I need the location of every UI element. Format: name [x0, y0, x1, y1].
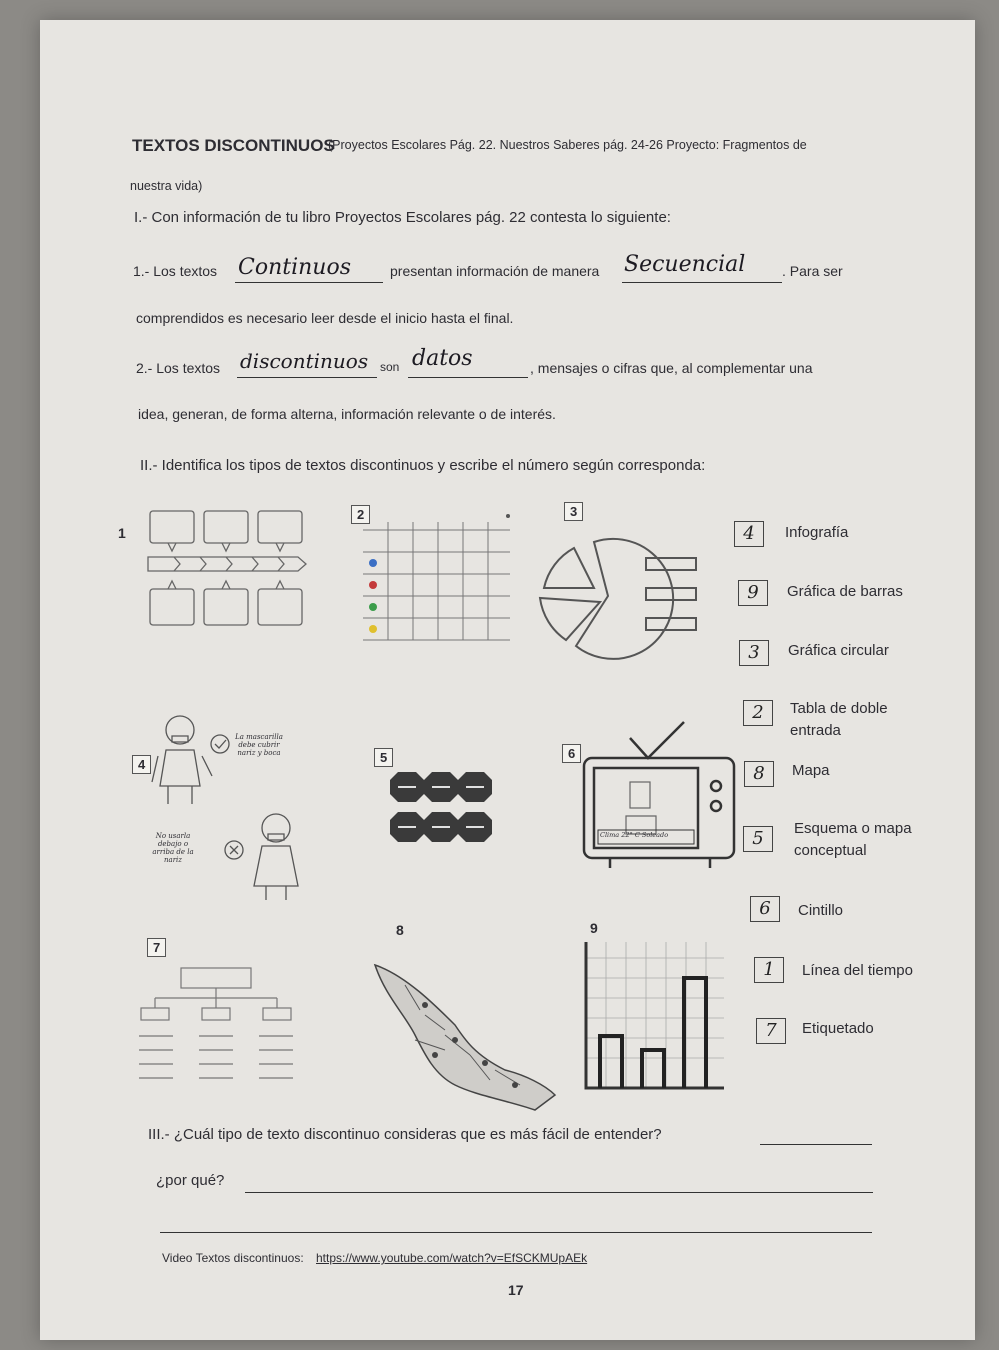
q1-line2: comprendidos es necesario leer desde el inicio hasta el final. [136, 310, 514, 326]
q1-middle: presentan información de manera [390, 263, 600, 279]
q1-prefix: 1.- Los textos [133, 263, 218, 279]
labeled-diagram-illustration [135, 960, 305, 1090]
image-number-1: 1 [118, 525, 126, 541]
option-esquema: Esquema o mapa conceptual [794, 820, 912, 859]
tv-caption: Clima 22° C Soleado [600, 831, 669, 839]
q2-line2: idea, generan, de forma alterna, información relevante o de interés. [138, 406, 556, 422]
video-label: Video Textos discontinuos: [162, 1251, 304, 1265]
why-answer-line-1[interactable] [245, 1192, 873, 1193]
section1-heading: I.- Con información de tu libro Proyectos Escolares pág. 22 contesta lo siguiente: [134, 209, 671, 226]
image-number-5: 5 [374, 748, 393, 767]
map-illustration [365, 945, 565, 1115]
answer-box-grafica-barras[interactable]: 9 [738, 580, 768, 606]
answer-box-linea-tiempo[interactable]: 1 [754, 957, 784, 983]
q2-answer-datos[interactable]: datos [412, 346, 473, 371]
video-link[interactable]: https://www.youtube.com/watch?v=EfSCKMUpAEk [316, 1251, 588, 1265]
q1-suffix: . Para ser [782, 263, 843, 279]
answer-box-cintillo[interactable]: 6 [750, 896, 780, 922]
answer-box-infografia[interactable]: 4 [734, 521, 764, 547]
infographic-illustration [150, 700, 360, 910]
option-tabla-doble: Tabla de doble entrada [790, 700, 888, 739]
image-number-7: 7 [147, 938, 166, 957]
answer-box-grafica-circular[interactable]: 3 [739, 640, 769, 666]
bar-chart-illustration [580, 938, 730, 1098]
option-mapa: Mapa [792, 762, 830, 779]
tv-banner-illustration [570, 708, 750, 878]
q1-answer-secuencial[interactable]: Secuencial [624, 252, 746, 277]
option-infografia: Infografía [785, 524, 849, 541]
image-number-8: 8 [396, 922, 404, 938]
section3-question: III.- ¿Cuál tipo de texto discontinuo consideras que es más fácil de entender? [148, 1126, 662, 1143]
timeline-illustration [140, 505, 310, 635]
option-grafica-barras: Gráfica de barras [787, 583, 903, 600]
q2-son: son [380, 360, 400, 374]
section3-why: ¿por qué? [156, 1172, 225, 1189]
option-linea-tiempo: Línea del tiempo [802, 962, 913, 979]
answer-box-etiquetado[interactable]: 7 [756, 1018, 786, 1044]
q2-suffix: , mensajes o cifras que, al complementar una [530, 360, 813, 376]
worksheet-title: TEXTOS DISCONTINUOS [132, 136, 335, 155]
image-number-2: 2 [351, 505, 370, 524]
source-reference: (Proyectos Escolares Pág. 22. Nuestros Saberes pág. 24-26 Proyecto: Fragmentos de [328, 138, 807, 152]
worksheet-page [40, 20, 975, 1340]
option-etiquetado: Etiquetado [802, 1020, 874, 1037]
section3-answer-line[interactable] [760, 1144, 872, 1145]
answer-box-mapa[interactable]: 8 [744, 761, 774, 787]
image-number-4: 4 [132, 755, 151, 774]
source-reference-cont: nuestra vida) [130, 179, 203, 193]
image-number-3: 3 [564, 502, 583, 521]
answer-box-esquema[interactable]: 5 [743, 826, 773, 852]
answer-box-tabla-doble[interactable]: 2 [743, 700, 773, 726]
option-cintillo: Cintillo [798, 902, 844, 919]
image-number-9: 9 [590, 920, 598, 936]
q2-prefix: 2.- Los textos [136, 360, 221, 376]
section2-heading: II.- Identifica los tipos de textos discontinuos y escribe el número según corresponda: [140, 457, 706, 474]
concept-map-illustration [390, 768, 510, 848]
q1-answer-continuos[interactable]: Continuos [238, 255, 351, 280]
poster-text-dont: No usarla debajo o arriba de la nariz [152, 832, 194, 864]
page-number: 17 [508, 1282, 524, 1298]
image-number-6: 6 [562, 744, 581, 763]
why-answer-line-2[interactable] [160, 1232, 872, 1233]
option-grafica-circular: Gráfica circular [788, 642, 889, 659]
double-entry-table-illustration [358, 512, 518, 652]
poster-text-use-mask: La mascarilla debe cubrir nariz y boca [235, 733, 283, 757]
q2-answer-discontinuos[interactable]: discontinuos [240, 349, 369, 373]
pie-chart-illustration [530, 528, 730, 668]
